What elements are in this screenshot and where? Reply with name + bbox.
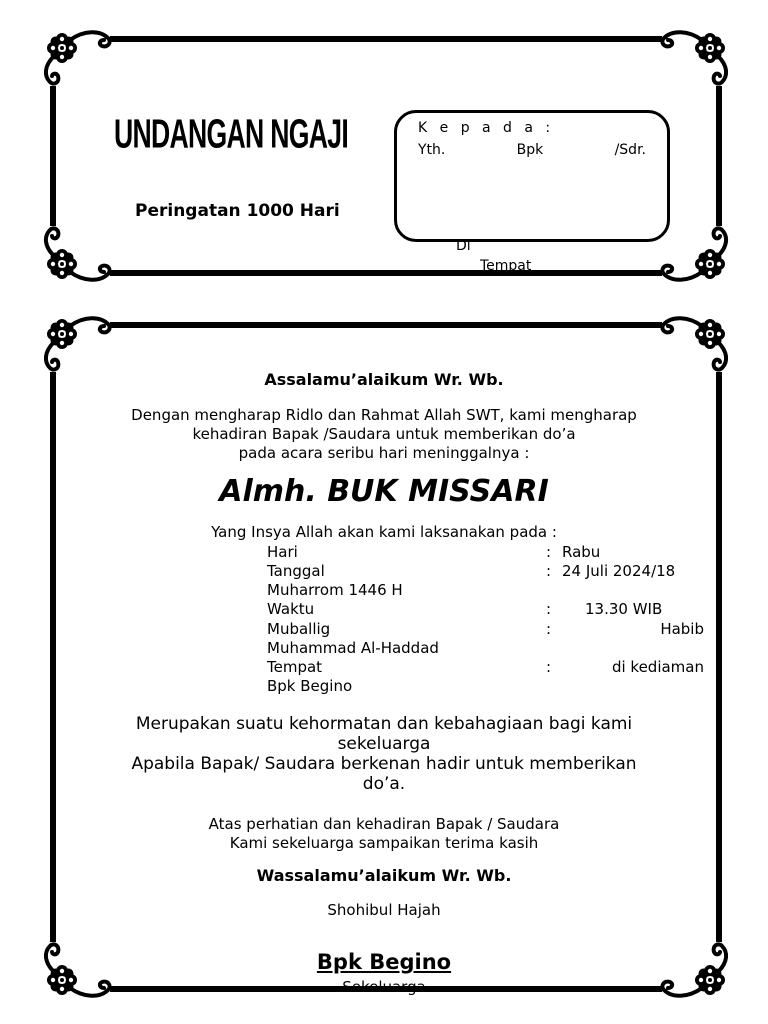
intro-text (60, 406, 708, 463)
frame-top-bar (110, 36, 662, 42)
intro-line: Dengan mengharap Ridlo dan Rahmat Allah SWT, kami mengharap (131, 406, 637, 424)
colon: : (546, 543, 552, 561)
thanks-text (60, 815, 708, 853)
recipient-line (418, 142, 646, 158)
deceased-name: Almh. BUK MISSARI (219, 474, 549, 509)
di-label: Di (456, 238, 471, 254)
corner-ornament-bottom-left (40, 226, 114, 286)
bpk-label: Bpk (516, 142, 544, 158)
hari-value: Rabu (562, 543, 601, 561)
tanggal-label: Tanggal (267, 562, 325, 580)
closing-greeting: Wassalamu’alaikum Wr. Wb. (256, 866, 512, 885)
tempat-label: Tempat (267, 658, 323, 676)
thanks-line: Atas perhatian dan kehadiran Bapak / Saudara (208, 815, 560, 833)
host-label: Shohibul Hajah (327, 901, 441, 919)
envelope-subtitle: Peringatan 1000 Hari (135, 201, 340, 221)
yth-label: Yth. (418, 142, 446, 158)
tanggal-value: 24 Juli 2024/18 (562, 562, 676, 580)
tempat-continued: Bpk Begino (267, 677, 353, 695)
corner-ornament-top-right (658, 312, 732, 372)
respect-line: sekeluarga (337, 734, 431, 754)
corner-ornament-top-left (40, 26, 114, 86)
hari-label: Hari (267, 543, 298, 561)
corner-ornament-top-left (40, 312, 114, 372)
intro-line: kehadiran Bapak /Saudara untuk memberikan do’a (192, 425, 576, 443)
frame-right-bar (716, 86, 722, 226)
muballig-label: Muballig (267, 620, 331, 638)
respect-text (60, 714, 708, 794)
colon: : (546, 620, 552, 638)
waktu-value: 13.30 WIB (585, 600, 663, 618)
respect-line: Merupakan suatu kehormatan dan kebahagiaan bagi kami (135, 714, 633, 734)
muballig-continued: Muhammad Al-Haddad (267, 639, 439, 657)
sdr-label: /Sdr. (614, 142, 646, 158)
signer-name-text: Bpk Begino (316, 950, 452, 974)
envelope-title: UNDANGAN NGAJI (114, 112, 349, 158)
respect-line: do’a. (362, 774, 406, 794)
frame-left-bar (50, 372, 56, 942)
kepada-label: K e p a d a : (418, 120, 555, 136)
colon: : (546, 658, 552, 676)
thanks-line: Kami sekeluarga sampaikan terima kasih (229, 834, 539, 852)
schedule-intro: Yang Insya Allah akan kami laksanakan pada : (211, 523, 557, 541)
frame-top-bar (110, 322, 662, 328)
corner-ornament-bottom-right (658, 226, 732, 286)
signer-name (60, 950, 708, 974)
greeting: Assalamu’alaikum Wr. Wb. (264, 370, 504, 389)
frame-left-bar (50, 86, 56, 226)
intro-line: pada acara seribu hari meninggalnya : (238, 444, 530, 462)
corner-ornament-top-right (658, 26, 732, 86)
tempat-value: di kediaman (611, 658, 704, 676)
signer-subtitle: Sekeluarga (342, 978, 426, 996)
respect-line: Apabila Bapak/ Saudara berkenan hadir untuk memberikan (131, 754, 637, 774)
frame-right-bar (716, 372, 722, 942)
colon: : (546, 600, 552, 618)
frame-bottom-bar (110, 270, 662, 276)
muballig-value: Habib (660, 620, 704, 638)
tempat-label: Tempat (480, 258, 532, 273)
tanggal-continued: Muharrom 1446 H (267, 581, 403, 599)
colon: : (546, 562, 552, 580)
waktu-label: Waktu (267, 600, 315, 618)
